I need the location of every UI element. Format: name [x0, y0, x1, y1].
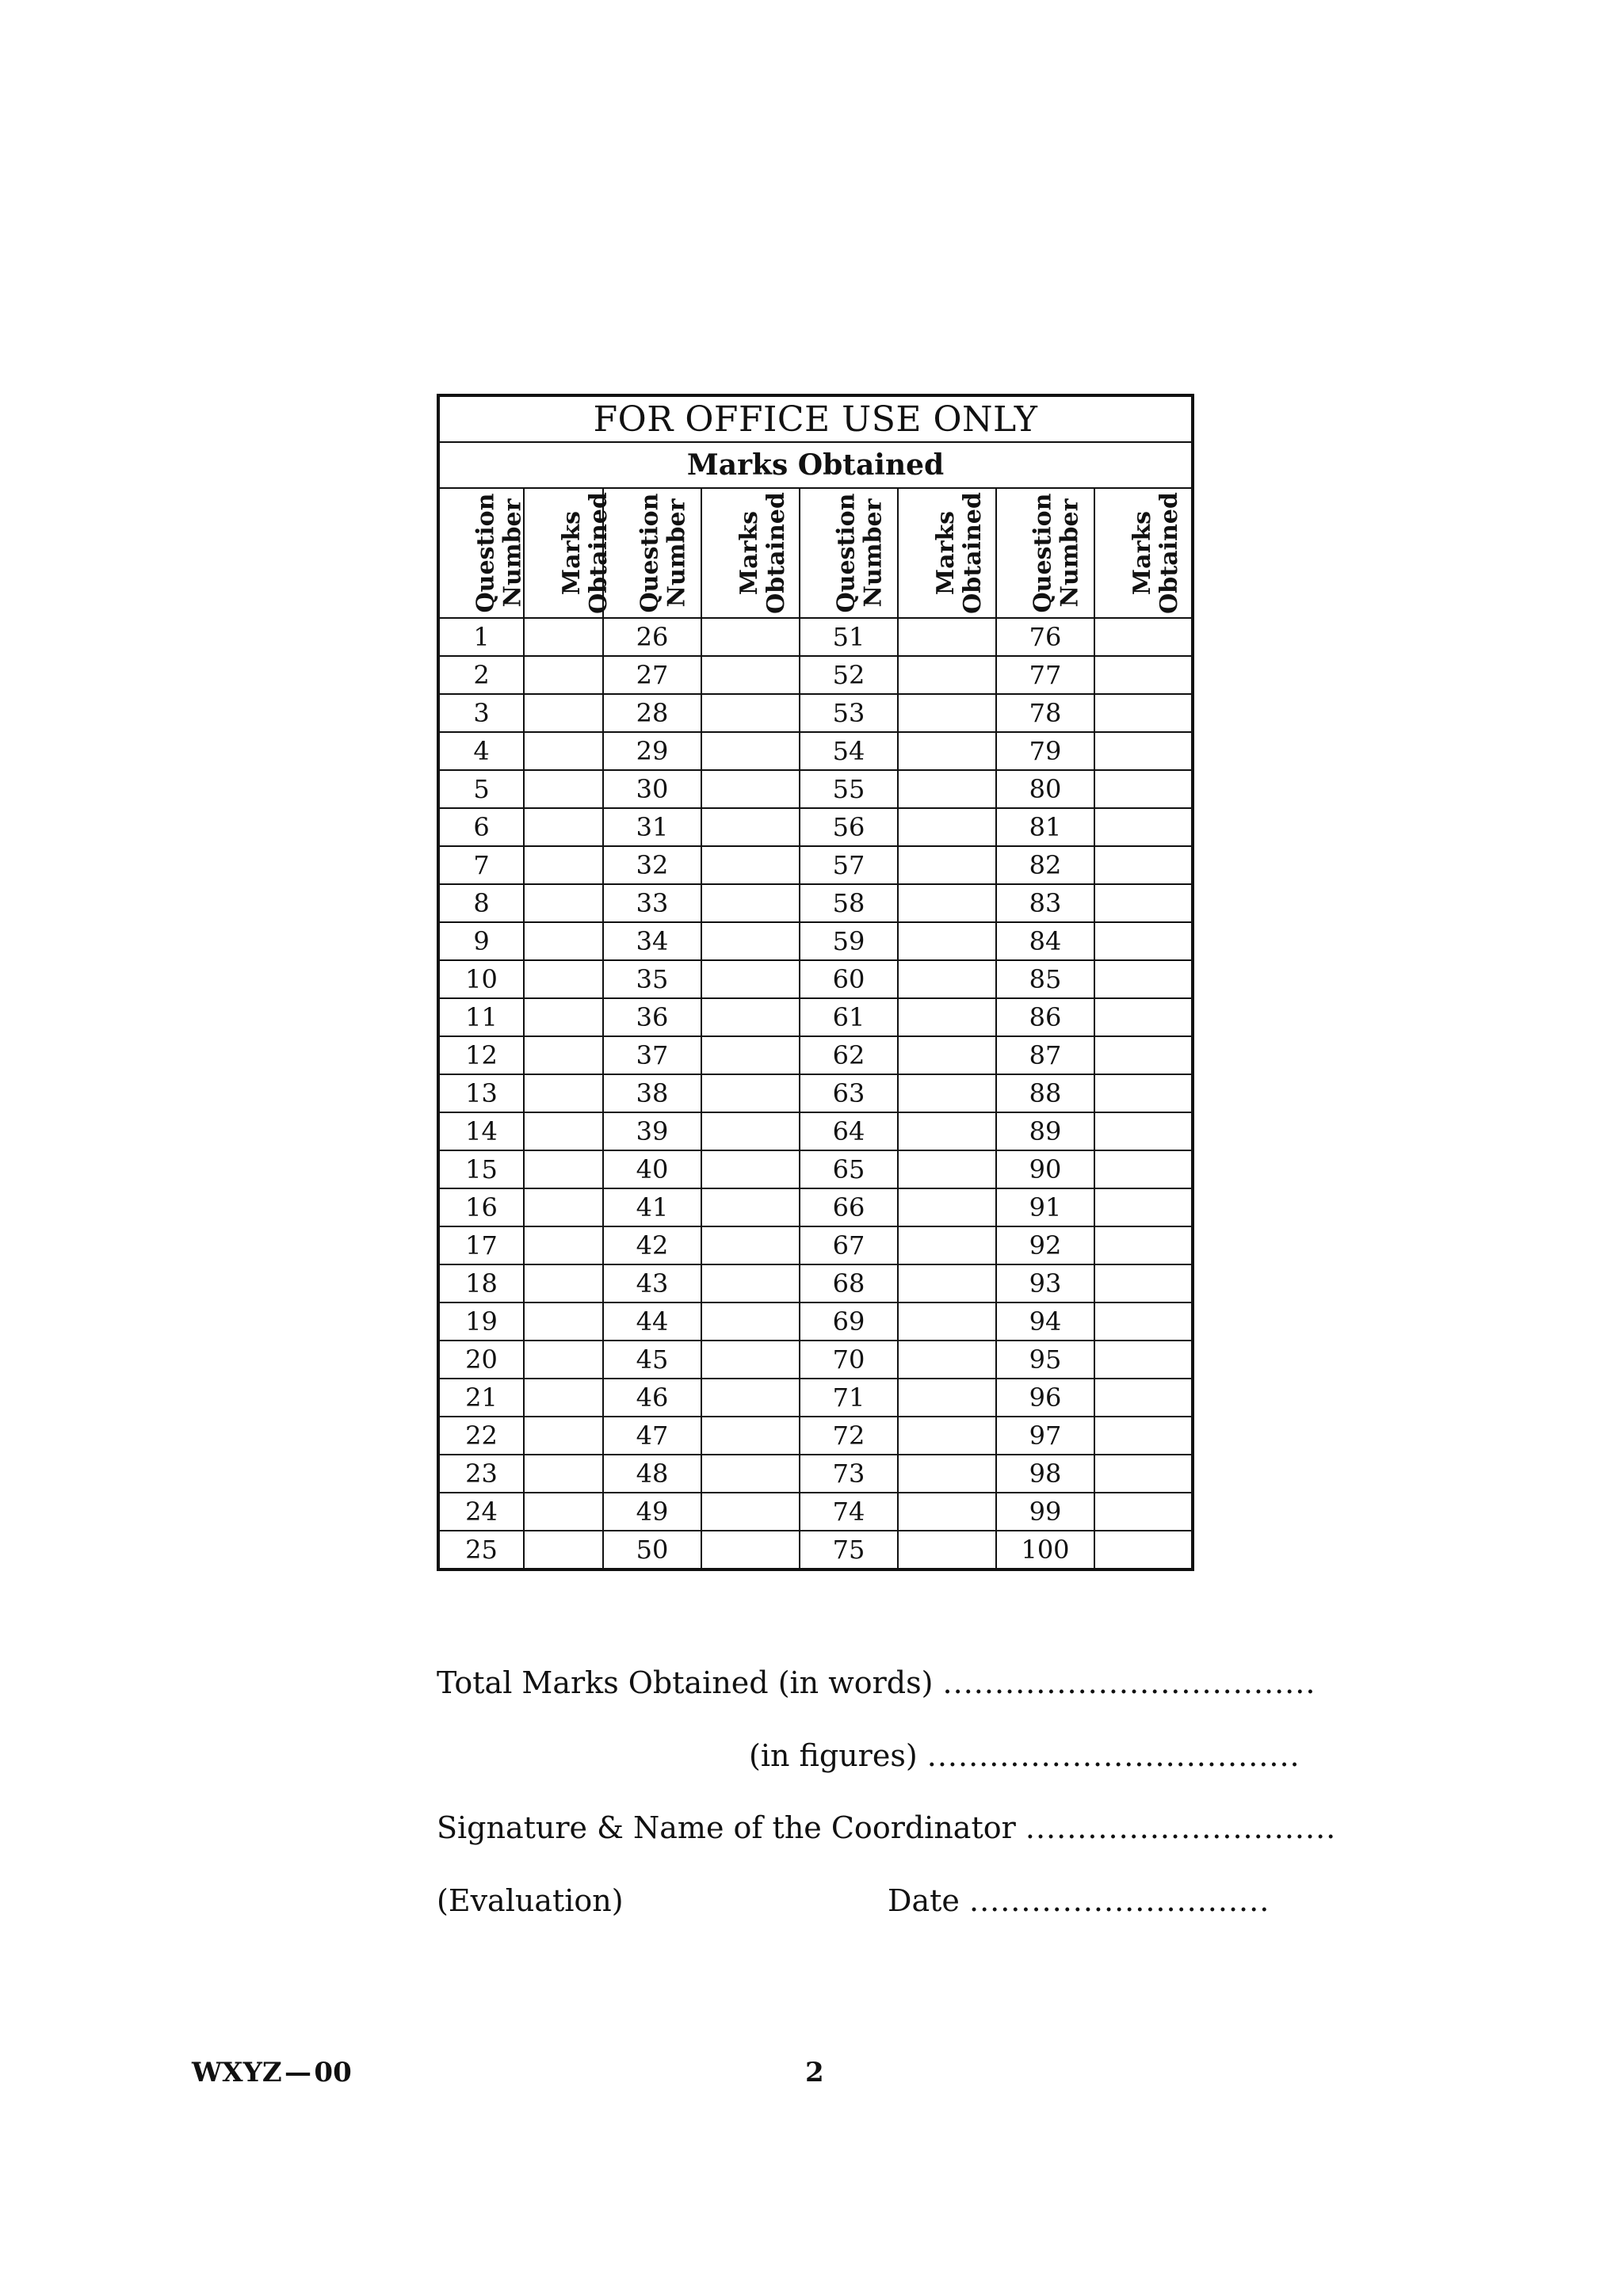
marks-obtained-cell[interactable] [701, 1493, 800, 1531]
header-marks-obtained [524, 488, 613, 618]
marks-obtained-cell[interactable] [701, 1036, 800, 1074]
marks-obtained-cell[interactable] [524, 1341, 603, 1379]
question-number-cell: 14 [438, 1112, 524, 1150]
table-row [438, 1455, 1193, 1493]
marks-obtained-cell[interactable] [524, 1150, 603, 1188]
question-number-cell: 59 [800, 922, 898, 960]
header-question-number [996, 488, 1094, 618]
table-row [438, 1036, 1193, 1074]
question-number-cell: 91 [996, 1188, 1094, 1226]
table-row [438, 1417, 1193, 1455]
question-number-cell: 57 [800, 846, 898, 884]
marks-obtained-cell[interactable] [701, 1264, 800, 1302]
question-number-cell: 65 [800, 1150, 898, 1188]
question-number-cell: 55 [800, 770, 898, 808]
marks-obtained-cell[interactable] [701, 1112, 800, 1150]
paper-code: WXYZ — 00 [192, 2057, 352, 2088]
question-number-cell: 9 [438, 922, 524, 960]
table-row [438, 1302, 1193, 1341]
signature-label: Signature & Name of the Coordinator [437, 1810, 1016, 1845]
table-row [438, 884, 1193, 922]
total-words-field[interactable]: .................................... [942, 1665, 1316, 1700]
question-number-cell: 37 [603, 1036, 701, 1074]
question-number-cell: 89 [996, 1112, 1094, 1150]
header-word: Question [1029, 493, 1057, 613]
question-number-cell: 34 [603, 922, 701, 960]
marks-obtained-cell[interactable] [524, 1188, 603, 1226]
question-number-cell: 58 [800, 884, 898, 922]
marks-obtained-cell[interactable] [524, 1264, 603, 1302]
marks-obtained-cell[interactable] [524, 1302, 603, 1341]
marks-obtained-cell[interactable] [1094, 1531, 1193, 1569]
marks-obtained-cell[interactable] [524, 1531, 603, 1569]
marks-obtained-cell[interactable] [898, 1417, 996, 1455]
table-row [438, 846, 1193, 884]
marks-obtained-cell[interactable] [1094, 618, 1193, 656]
marks-obtained-cell[interactable] [1094, 732, 1193, 770]
question-number-cell: 35 [603, 960, 701, 998]
marks-obtained-cell[interactable] [524, 960, 603, 998]
marks-obtained-cell[interactable] [524, 1379, 603, 1417]
marks-obtained-cell[interactable] [524, 1226, 603, 1264]
question-number-cell: 29 [603, 732, 701, 770]
question-number-cell: 46 [603, 1379, 701, 1417]
table-row [438, 1379, 1193, 1417]
question-number-cell: 41 [603, 1188, 701, 1226]
marks-obtained-cell[interactable] [1094, 808, 1193, 846]
marks-obtained-cell[interactable] [898, 770, 996, 808]
question-number-cell: 43 [603, 1264, 701, 1302]
column-header-row [438, 488, 1193, 618]
marks-obtained-cell[interactable] [701, 808, 800, 846]
question-number-cell: 100 [996, 1531, 1094, 1569]
question-number-cell: 69 [800, 1302, 898, 1341]
marks-obtained-cell[interactable] [898, 846, 996, 884]
question-number-cell: 63 [800, 1074, 898, 1112]
header-word: Obtained [958, 492, 987, 614]
marks-obtained-cell[interactable] [701, 1455, 800, 1493]
question-number-cell: 19 [438, 1302, 524, 1341]
question-number-cell: 30 [603, 770, 701, 808]
marks-obtained-cell[interactable] [898, 694, 996, 732]
question-number-cell: 95 [996, 1341, 1094, 1379]
header-word: Number [859, 498, 888, 608]
marks-obtained-cell[interactable] [1094, 1188, 1193, 1226]
question-number-cell: 78 [996, 694, 1094, 732]
question-number-cell: 33 [603, 884, 701, 922]
marks-obtained-cell[interactable] [524, 732, 603, 770]
table-row [438, 732, 1193, 770]
question-number-cell: 40 [603, 1150, 701, 1188]
marks-obtained-cell[interactable] [524, 1074, 603, 1112]
question-number-cell: 1 [438, 618, 524, 656]
question-number-cell: 36 [603, 998, 701, 1036]
header-word: Question [832, 493, 861, 613]
table-row [438, 1226, 1193, 1264]
table-row [438, 1074, 1193, 1112]
marks-obtained-cell[interactable] [701, 1226, 800, 1264]
question-number-cell: 70 [800, 1341, 898, 1379]
table-row [438, 1531, 1193, 1569]
marks-obtained-cell[interactable] [701, 1302, 800, 1341]
rotated-header-text [834, 494, 888, 613]
marks-obtained-cell[interactable] [701, 1150, 800, 1188]
question-number-cell: 23 [438, 1455, 524, 1493]
rotated-header-text [637, 494, 691, 613]
marks-obtained-cell[interactable] [898, 618, 996, 656]
marks-obtained-cell[interactable] [524, 694, 603, 732]
marks-obtained-cell[interactable] [701, 1074, 800, 1112]
question-number-cell: 50 [603, 1531, 701, 1569]
marks-obtained-cell[interactable] [1094, 1150, 1193, 1188]
question-number-cell: 7 [438, 846, 524, 884]
signature-line [437, 1810, 1336, 1845]
total-figures-label: (in figures) [749, 1738, 918, 1773]
marks-obtained-cell[interactable] [524, 1455, 603, 1493]
marks-obtained-cell[interactable] [1094, 1074, 1193, 1112]
question-number-cell: 53 [800, 694, 898, 732]
header-word: Obtained [762, 492, 790, 614]
marks-obtained-cell[interactable] [1094, 694, 1193, 732]
question-number-cell: 60 [800, 960, 898, 998]
table-row [438, 1112, 1193, 1150]
question-number-cell: 64 [800, 1112, 898, 1150]
marks-obtained-cell[interactable] [1094, 1341, 1193, 1379]
question-number-cell: 79 [996, 732, 1094, 770]
question-number-cell: 90 [996, 1150, 1094, 1188]
marks-obtained-cell[interactable] [1094, 1264, 1193, 1302]
marks-obtained-cell[interactable] [524, 656, 603, 694]
question-number-cell: 96 [996, 1379, 1094, 1417]
header-word: Question [472, 493, 500, 613]
question-number-cell: 28 [603, 694, 701, 732]
marks-obtained-cell[interactable] [524, 1417, 603, 1455]
question-number-cell: 61 [800, 998, 898, 1036]
question-number-cell: 93 [996, 1264, 1094, 1302]
marks-obtained-cell[interactable] [701, 656, 800, 694]
header-word: Number [1056, 498, 1084, 608]
question-number-cell: 49 [603, 1493, 701, 1531]
question-number-cell: 71 [800, 1379, 898, 1417]
question-number-cell: 73 [800, 1455, 898, 1493]
marks-obtained-cell[interactable] [1094, 1493, 1193, 1531]
header-marks-obtained [701, 488, 800, 618]
marks-obtained-cell[interactable] [1094, 922, 1193, 960]
question-number-cell: 99 [996, 1493, 1094, 1531]
marks-obtained-cell[interactable] [898, 1150, 996, 1188]
question-number-cell: 51 [800, 618, 898, 656]
marks-obtained-cell[interactable] [898, 998, 996, 1036]
question-number-cell: 68 [800, 1264, 898, 1302]
table-row [438, 1264, 1193, 1302]
question-number-cell: 97 [996, 1417, 1094, 1455]
marks-obtained-cell[interactable] [524, 998, 603, 1036]
question-number-cell: 10 [438, 960, 524, 998]
table-row [438, 1493, 1193, 1531]
marks-obtained-cell[interactable] [701, 1531, 800, 1569]
marks-obtained-cell[interactable] [701, 770, 800, 808]
marks-obtained-cell[interactable] [1094, 770, 1193, 808]
question-number-cell: 13 [438, 1074, 524, 1112]
marks-obtained-cell[interactable] [524, 884, 603, 922]
marks-obtained-cell[interactable] [898, 1493, 996, 1531]
question-number-cell: 67 [800, 1226, 898, 1264]
evaluation-label: (Evaluation) [437, 1883, 624, 1918]
question-number-cell: 44 [603, 1302, 701, 1341]
marks-obtained-cell[interactable] [1094, 998, 1193, 1036]
question-number-cell: 12 [438, 1036, 524, 1074]
question-number-cell: 6 [438, 808, 524, 846]
question-number-cell: 98 [996, 1455, 1094, 1493]
marks-obtained-cell[interactable] [701, 694, 800, 732]
question-number-cell: 48 [603, 1455, 701, 1493]
question-number-cell: 24 [438, 1493, 524, 1531]
table-row [438, 1188, 1193, 1226]
question-number-cell: 82 [996, 846, 1094, 884]
marks-obtained-cell[interactable] [701, 732, 800, 770]
table-row [438, 922, 1193, 960]
question-number-cell: 16 [438, 1188, 524, 1226]
marks-obtained-cell[interactable] [701, 960, 800, 998]
marks-obtained-cell[interactable] [1094, 1302, 1193, 1341]
question-number-cell: 3 [438, 694, 524, 732]
date-line [888, 1883, 1270, 1918]
marks-obtained-cell[interactable] [524, 1112, 603, 1150]
table-row [438, 770, 1193, 808]
marks-obtained-cell[interactable] [701, 846, 800, 884]
header-word: Number [498, 498, 527, 608]
question-number-cell: 18 [438, 1264, 524, 1302]
question-number-cell: 17 [438, 1226, 524, 1264]
marks-obtained-cell[interactable] [1094, 1455, 1193, 1493]
question-number-cell: 25 [438, 1531, 524, 1569]
total-figures-field[interactable]: .................................... [926, 1738, 1300, 1773]
total-words-label: Total Marks Obtained (in words) [437, 1665, 934, 1700]
question-number-cell: 8 [438, 884, 524, 922]
header-marks-obtained [898, 488, 996, 618]
header-word: Marks [1128, 510, 1156, 596]
marks-obtained-cell[interactable] [898, 1264, 996, 1302]
table-row [438, 694, 1193, 732]
question-number-cell: 27 [603, 656, 701, 694]
header-word: Number [663, 498, 691, 608]
marks-obtained-cell[interactable] [898, 1531, 996, 1569]
question-number-cell: 52 [800, 656, 898, 694]
question-number-cell: 21 [438, 1379, 524, 1417]
question-number-cell: 85 [996, 960, 1094, 998]
marks-obtained-cell[interactable] [1094, 1036, 1193, 1074]
marks-obtained-cell[interactable] [898, 960, 996, 998]
header-marks-obtained [1094, 488, 1193, 618]
table-row [438, 618, 1193, 656]
question-number-cell: 62 [800, 1036, 898, 1074]
marks-obtained-cell[interactable] [898, 1455, 996, 1493]
marks-obtained-cell[interactable] [1094, 846, 1193, 884]
marks-obtained-cell[interactable] [701, 1188, 800, 1226]
marks-obtained-cell[interactable] [898, 1226, 996, 1264]
rotated-header-text [933, 492, 987, 614]
rotated-header-text [1129, 492, 1183, 614]
marks-obtained-cell[interactable] [898, 1302, 996, 1341]
table-row [438, 1150, 1193, 1188]
question-number-cell: 22 [438, 1417, 524, 1455]
question-number-cell: 47 [603, 1417, 701, 1455]
marks-obtained-cell[interactable] [524, 922, 603, 960]
header-question-number [603, 488, 701, 618]
page-number: 2 [805, 2057, 824, 2088]
question-number-cell: 39 [603, 1112, 701, 1150]
question-number-cell: 86 [996, 998, 1094, 1036]
marks-obtained-cell[interactable] [524, 808, 603, 846]
question-number-cell: 74 [800, 1493, 898, 1531]
marks-obtained-cell[interactable] [1094, 960, 1193, 998]
question-number-cell: 32 [603, 846, 701, 884]
question-number-cell: 92 [996, 1226, 1094, 1264]
marks-obtained-cell[interactable] [898, 1341, 996, 1379]
question-number-cell: 38 [603, 1074, 701, 1112]
total-words-line [437, 1665, 1316, 1700]
question-number-cell: 42 [603, 1226, 701, 1264]
question-number-cell: 15 [438, 1150, 524, 1188]
question-number-cell: 72 [800, 1417, 898, 1455]
marks-obtained-cell[interactable] [701, 998, 800, 1036]
date-label: Date [888, 1883, 960, 1918]
question-number-cell: 83 [996, 884, 1094, 922]
marks-obtained-cell[interactable] [1094, 1226, 1193, 1264]
question-number-cell: 26 [603, 618, 701, 656]
table-title: FOR OFFICE USE ONLY [438, 395, 1193, 442]
header-word: Obtained [1155, 492, 1183, 614]
marks-obtained-cell[interactable] [898, 656, 996, 694]
question-number-cell: 88 [996, 1074, 1094, 1112]
question-number-cell: 31 [603, 808, 701, 846]
rotated-header-text [1030, 494, 1084, 613]
table-row [438, 998, 1193, 1036]
question-number-cell: 84 [996, 922, 1094, 960]
marks-obtained-cell[interactable] [701, 618, 800, 656]
marks-obtained-cell[interactable] [701, 1417, 800, 1455]
question-number-cell: 5 [438, 770, 524, 808]
marks-obtained-cell[interactable] [898, 1074, 996, 1112]
header-word: Marks [557, 510, 586, 596]
marks-obtained-cell[interactable] [524, 1036, 603, 1074]
header-question-number [800, 488, 898, 618]
marks-obtained-cell[interactable] [898, 922, 996, 960]
signature-field[interactable]: .............................. [1025, 1810, 1337, 1845]
question-number-cell: 56 [800, 808, 898, 846]
table-subtitle: Marks Obtained [438, 442, 1193, 488]
date-field[interactable]: ............................. [968, 1883, 1270, 1918]
marks-obtained-cell[interactable] [701, 1341, 800, 1379]
question-number-cell: 87 [996, 1036, 1094, 1074]
question-number-cell: 94 [996, 1302, 1094, 1341]
question-number-cell: 80 [996, 770, 1094, 808]
table-row [438, 1341, 1193, 1379]
question-number-cell: 81 [996, 808, 1094, 846]
marks-obtained-cell[interactable] [524, 770, 603, 808]
header-word: Obtained [584, 492, 613, 614]
question-number-cell: 54 [800, 732, 898, 770]
question-number-cell: 77 [996, 656, 1094, 694]
marks-obtained-cell[interactable] [701, 1379, 800, 1417]
marks-obtained-cell[interactable] [898, 884, 996, 922]
question-number-cell: 45 [603, 1341, 701, 1379]
marks-obtained-cell[interactable] [1094, 656, 1193, 694]
header-word: Question [636, 493, 664, 613]
marks-obtained-cell[interactable] [524, 846, 603, 884]
question-number-cell: 75 [800, 1531, 898, 1569]
marks-obtained-cell[interactable] [524, 1493, 603, 1531]
marks-obtained-cell[interactable] [701, 922, 800, 960]
marks-obtained-cell[interactable] [898, 808, 996, 846]
table-row [438, 808, 1193, 846]
table-row [438, 960, 1193, 998]
marks-table-body [438, 618, 1193, 1569]
marks-obtained-cell[interactable] [898, 732, 996, 770]
marks-obtained-cell[interactable] [898, 1188, 996, 1226]
marks-obtained-cell[interactable] [898, 1036, 996, 1074]
marks-obtained-cell[interactable] [1094, 1417, 1193, 1455]
question-number-cell: 4 [438, 732, 524, 770]
marks-obtained-cell[interactable] [898, 1112, 996, 1150]
table-row [438, 656, 1193, 694]
marks-obtained-cell[interactable] [898, 1379, 996, 1417]
question-number-cell: 11 [438, 998, 524, 1036]
marks-obtained-cell[interactable] [1094, 884, 1193, 922]
header-word: Marks [735, 510, 763, 596]
question-number-cell: 66 [800, 1188, 898, 1226]
header-question-number [438, 488, 527, 618]
question-number-cell: 20 [438, 1341, 524, 1379]
marks-obtained-cell[interactable] [701, 884, 800, 922]
marks-obtained-cell[interactable] [1094, 1379, 1193, 1417]
office-use-table [437, 394, 1194, 1571]
marks-obtained-cell[interactable] [524, 618, 603, 656]
question-number-cell: 2 [438, 656, 524, 694]
total-figures-line [749, 1738, 1300, 1773]
rotated-header-text [736, 492, 790, 614]
marks-obtained-cell[interactable] [1094, 1112, 1193, 1150]
header-word: Marks [931, 510, 960, 596]
rotated-header-text [473, 494, 527, 613]
rotated-header-text [559, 492, 613, 614]
question-number-cell: 76 [996, 618, 1094, 656]
